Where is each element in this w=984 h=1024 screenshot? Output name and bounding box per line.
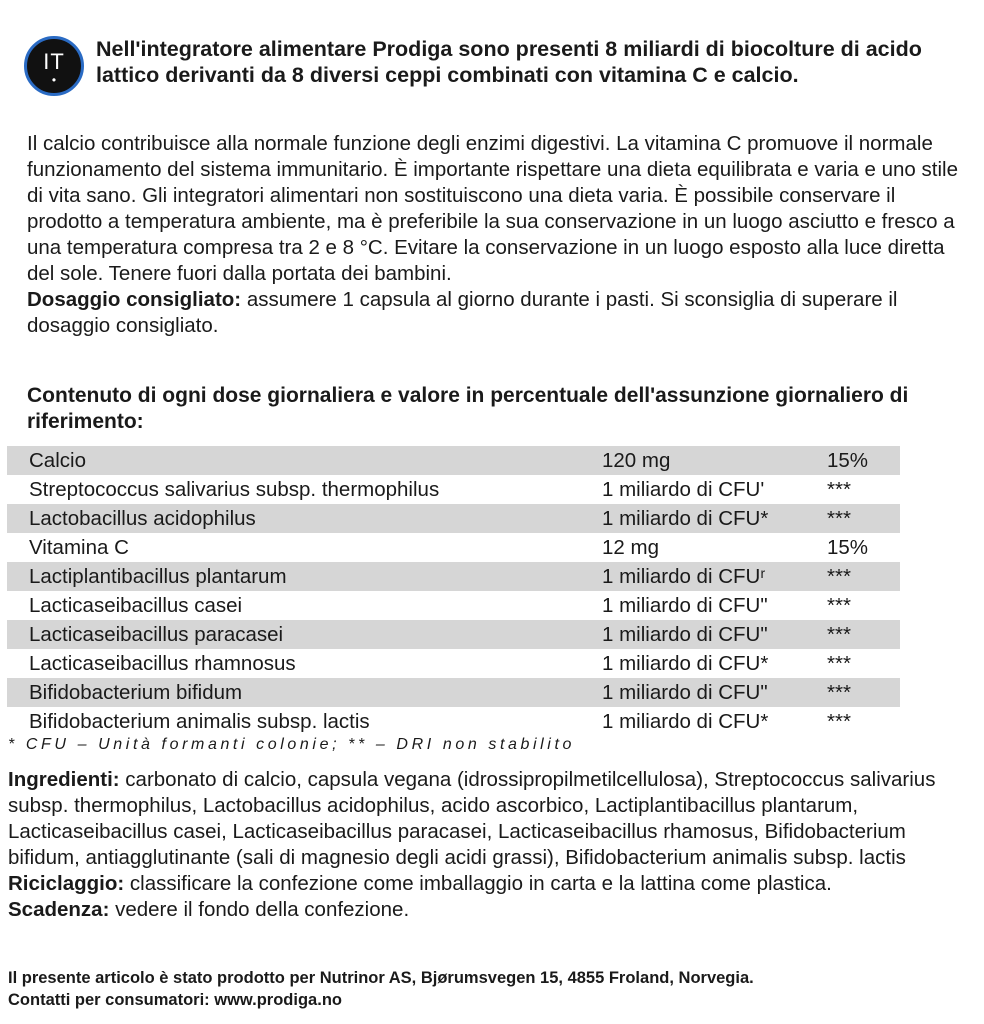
expiry-label: Scadenza: (8, 898, 110, 921)
dosage-paragraph (27, 287, 967, 339)
language-badge (24, 36, 84, 96)
row-percent: *** (827, 478, 851, 501)
ingredients-label: Ingredienti: (8, 768, 120, 791)
language-code: IT (43, 49, 65, 74)
description-text: Il calcio contribuisce alla normale funzione degli enzimi digestivi. La vitamina C promuove il normale funzionamento del sistema immunitario. È importante rispettare una dieta equilibrata e varia e uno stile di vita sano. Gli integratori alimentari non sostituiscono una dieta varia. È possibile conservare il prodotto a temperatura ambiente, ma è preferibile la sua conservazione in un luogo asciutto e fresco a una temperatura compresa tra 2 e 8 °C. Evitare la conservazione in un luogo esposto alla luce diretta del sole. Tenere fuori dalla portata dei bambini. (27, 132, 958, 285)
row-name: Vitamina C (29, 536, 129, 559)
ingredients-text: carbonato di calcio, capsula vegana (idrossipropilmetilcellulosa), Streptococcus salivarius subsp. thermophilus, Lactobacillus acidophilus, acido ascorbico, Lactiplantibacillus plantarum, Lacticaseibacillus casei, Lacticaseibacillus paracasei, Lacticaseibacillus rhamosus, Bifidobacterium bifidum, antiagglutinante (sali di magnesio degli acidi grassi), Bifidobacterium animalis subsp. lactis (8, 768, 936, 869)
recycling-paragraph (8, 871, 978, 897)
nutrition-table (7, 446, 900, 736)
row-percent: *** (827, 681, 851, 704)
row-name: Calcio (29, 449, 86, 472)
table-row (7, 504, 900, 533)
row-amount: 120 mg (602, 449, 671, 472)
row-percent: 15% (827, 449, 869, 472)
table-row (7, 446, 900, 475)
row-percent: *** (827, 507, 851, 530)
ingredients-block (8, 767, 978, 923)
row-percent: *** (827, 594, 851, 617)
consumer-contact: Contatti per consumatori: www.prodiga.no (8, 991, 342, 1009)
row-name: Lacticaseibacillus paracasei (29, 623, 284, 646)
table-row (7, 620, 900, 649)
row-amount: 1 miliardo di CFU' (602, 478, 765, 501)
table-row (7, 649, 900, 678)
row-amount: 12 mg (602, 536, 659, 559)
dosage-text: assumere 1 capsula al giorno durante i pasti. Si sconsiglia di superare il dosaggio consigliato. (27, 288, 898, 337)
table-row (7, 562, 900, 591)
table-footnote: * CFU – Unità formanti colonie; ** – DRI non stabilito (8, 736, 576, 753)
contact-block (8, 967, 978, 1011)
row-name: Lacticaseibacillus casei (29, 594, 243, 617)
row-amount: 1 miliardo di CFU" (602, 623, 768, 646)
row-percent: *** (827, 623, 851, 646)
expiry-paragraph (8, 897, 978, 923)
dosage-label: Dosaggio consigliato: (27, 288, 242, 311)
row-amount: 1 miliardo di CFU* (602, 710, 769, 733)
row-name: Lactiplantibacillus plantarum (29, 565, 287, 588)
row-percent: 15% (827, 536, 869, 559)
table-row (7, 591, 900, 620)
table-row (7, 475, 900, 504)
row-amount: 1 miliardo di CFU" (602, 594, 768, 617)
page-title: Nell'integratore alimentare Prodiga sono presenti 8 miliardi di biocolture di acido lattico derivanti da 8 diversi ceppi combinati con vitamina C e calcio. (96, 37, 922, 87)
table-row (7, 678, 900, 707)
row-amount: 1 miliardo di CFU* (602, 507, 769, 530)
row-name: Streptococcus salivarius subsp. thermophilus (29, 478, 440, 501)
ingredients-paragraph (8, 767, 978, 871)
table-row (7, 533, 900, 562)
row-name: Lactobacillus acidophilus (29, 507, 256, 530)
manufacturer-info: Il presente articolo è stato prodotto per Nutrinor AS, Bjørumsvegen 15, 4855 Froland, Norvegia. (8, 969, 754, 987)
table-row (7, 707, 900, 736)
row-percent: *** (827, 710, 851, 733)
badge-dot-icon: • (51, 73, 57, 87)
table-title: Contenuto di ogni dose giornaliera e valore in percentuale dell'assunzione giornaliero di riferimento: (27, 384, 909, 433)
recycling-label: Riciclaggio: (8, 872, 125, 895)
description-block (27, 131, 967, 339)
row-name: Bifidobacterium animalis subsp. lactis (29, 710, 370, 733)
recycling-text: classificare la confezione come imballaggio in carta e la lattina come plastica. (124, 872, 832, 895)
row-amount: 1 miliardo di CFU* (602, 652, 769, 675)
row-name: Lacticaseibacillus rhamnosus (29, 652, 296, 675)
row-percent: *** (827, 652, 851, 675)
expiry-text: vedere il fondo della confezione. (109, 898, 410, 921)
row-percent: *** (827, 565, 851, 588)
row-amount: 1 miliardo di CFU" (602, 681, 768, 704)
row-amount: 1 miliardo di CFUʳ (602, 565, 766, 588)
row-name: Bifidobacterium bifidum (29, 681, 243, 704)
